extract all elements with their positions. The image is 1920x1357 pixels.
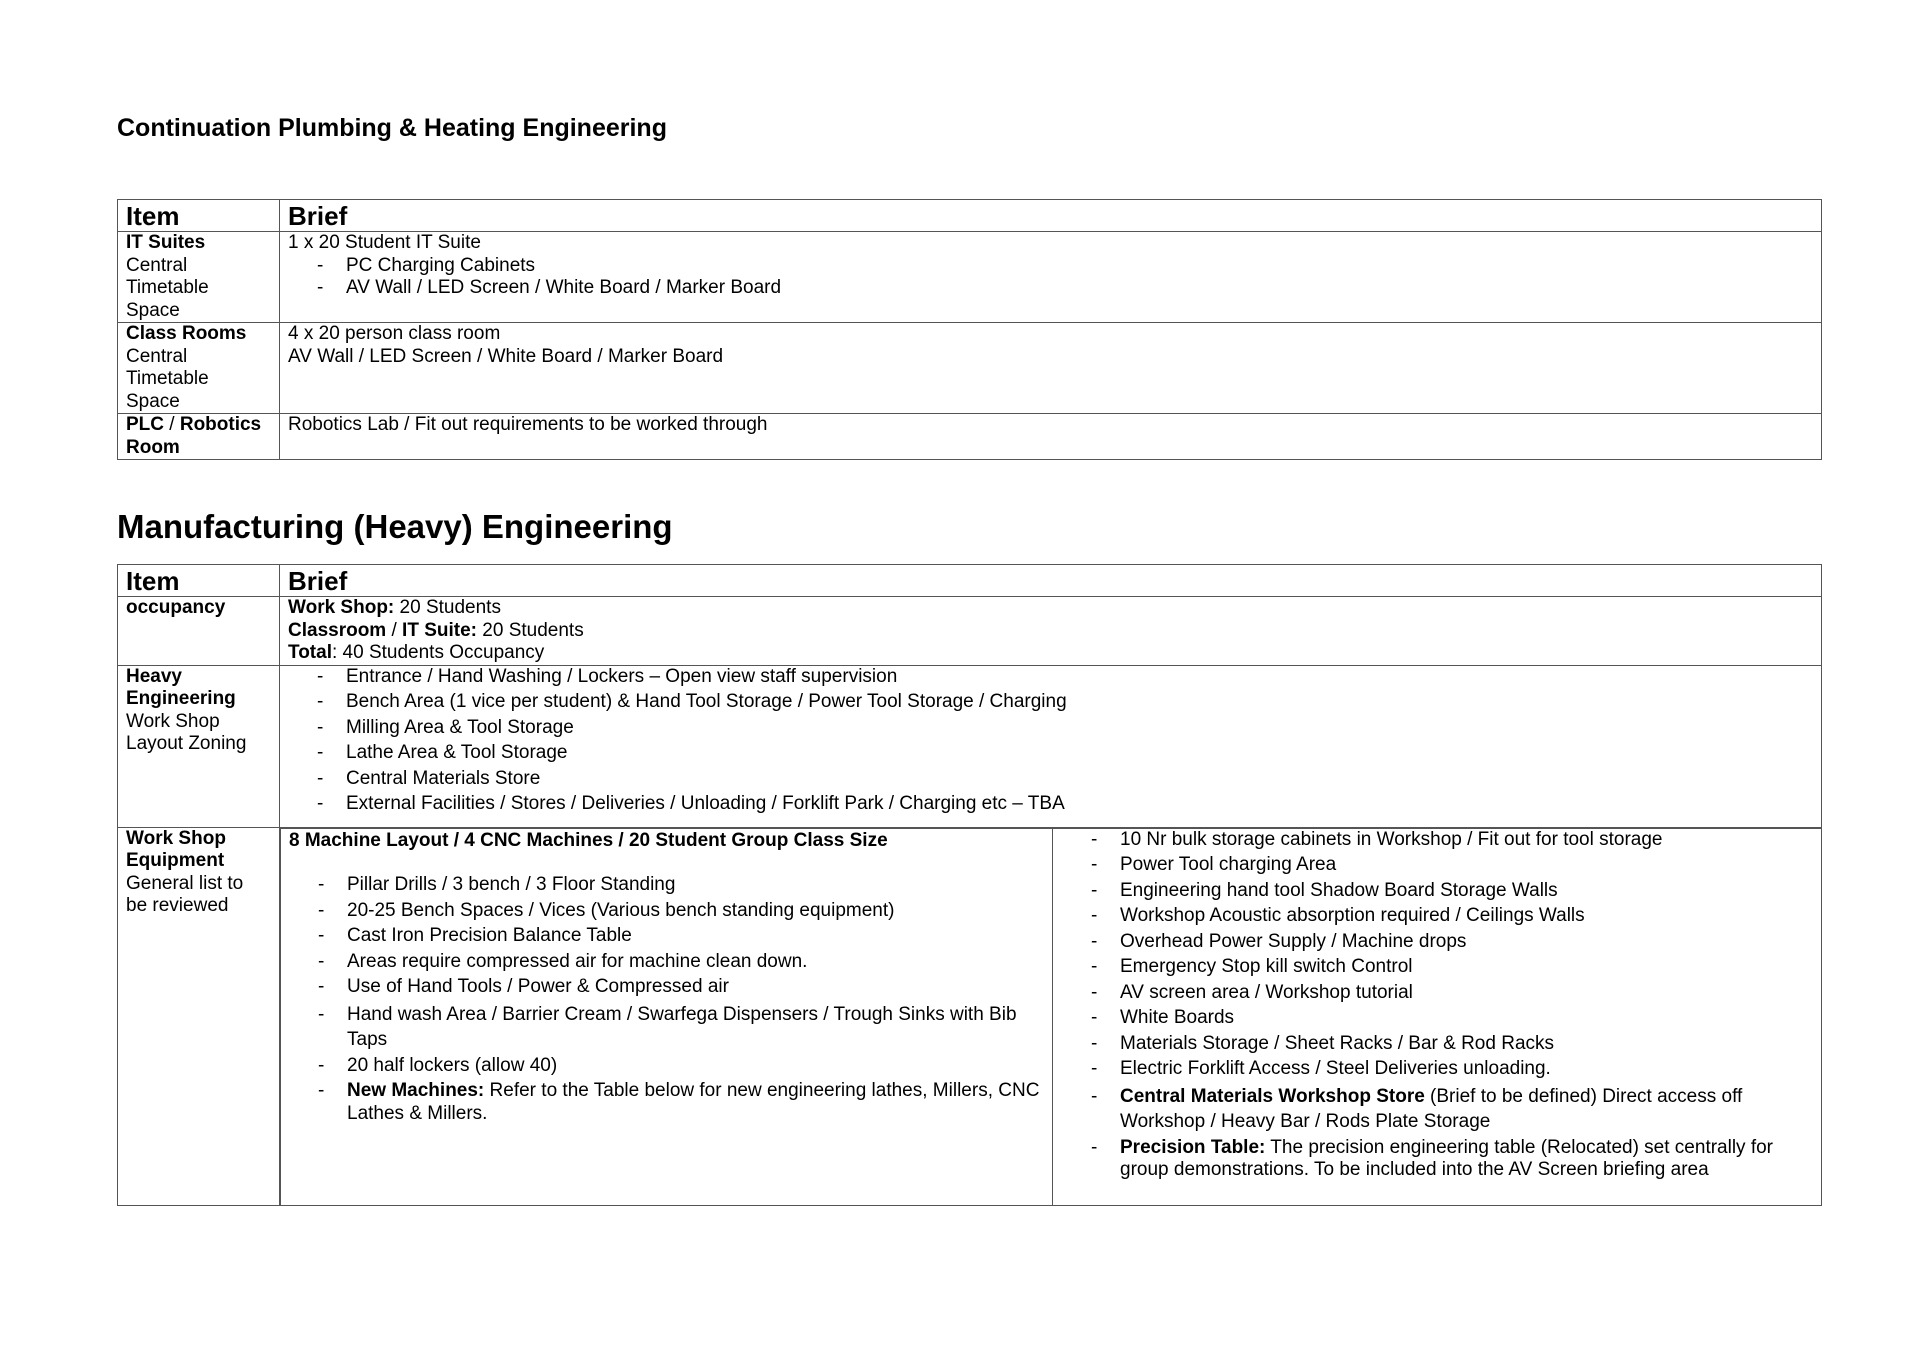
classroom-value: 20 Students bbox=[477, 619, 584, 641]
list-item bbox=[289, 1080, 1044, 1125]
brief-line bbox=[288, 642, 1813, 665]
list-item: - AV Wall / LED Screen / White Board / Marker Board bbox=[288, 277, 1813, 300]
item-title: Work Shop bbox=[126, 827, 226, 849]
equipment-right-column bbox=[1053, 829, 1821, 1205]
bullet-list bbox=[1053, 829, 1813, 1182]
item-subtitle: Central bbox=[126, 254, 188, 276]
brief-cell bbox=[280, 665, 1822, 827]
brief-line bbox=[288, 597, 1813, 620]
item-subtitle: Central bbox=[126, 345, 188, 367]
list-item: - Emergency Stop kill switch Control bbox=[1053, 956, 1813, 979]
new-machines-label: New Machines: bbox=[347, 1080, 485, 1101]
it-suite-label: IT Suite: bbox=[402, 619, 477, 641]
table-row bbox=[118, 323, 1822, 414]
item-cell bbox=[118, 232, 280, 323]
item-title: Class Rooms bbox=[126, 323, 247, 344]
list-item: - Lathe Area & Tool Storage bbox=[288, 742, 1813, 765]
brief-cell bbox=[280, 414, 1822, 460]
item-cell bbox=[118, 827, 280, 1206]
list-item: - Use of Hand Tools / Power & Compressed air bbox=[289, 976, 1044, 999]
table-row bbox=[118, 597, 1822, 666]
list-item: - Hand wash Area / Barrier Cream / Swarfega Dispensers / Trough Sinks with Bib Taps bbox=[289, 1002, 1044, 1052]
section-title-plumbing: Continuation Plumbing & Heating Engineering bbox=[117, 114, 667, 142]
manufacturing-brief-table bbox=[117, 564, 1822, 1206]
brief-line: 4 x 20 person class room bbox=[288, 323, 501, 344]
list-item: - 20-25 Bench Spaces / Vices (Various bench standing equipment) bbox=[289, 900, 1044, 923]
item-separator: / bbox=[164, 414, 180, 435]
brief-line bbox=[288, 620, 1813, 643]
precision-table-text: The precision engineering table (Relocated) set centrally for group demonstrations. To be included into the AV Screen briefing area bbox=[1120, 1136, 1774, 1180]
list-item: - Workshop Acoustic absorption required / Ceilings Walls bbox=[1053, 905, 1813, 928]
item-subtitle: Timetable bbox=[126, 368, 209, 389]
list-item: - Pillar Drills / 3 bench / 3 Floor Standing bbox=[289, 874, 1044, 897]
list-item: - External Facilities / Stores / Deliveries / Unloading / Forklift Park / Charging etc – TBA bbox=[288, 793, 1813, 816]
item-title: PLC bbox=[126, 414, 164, 435]
classroom-label: Classroom bbox=[288, 619, 387, 641]
bullet-list bbox=[289, 874, 1044, 1125]
brief-line: Robotics Lab / Fit out requirements to be worked through bbox=[288, 414, 768, 435]
list-item: - Engineering hand tool Shadow Board Storage Walls bbox=[1053, 880, 1813, 903]
list-item: - Electric Forklift Access / Steel Deliveries unloading. bbox=[1053, 1058, 1813, 1081]
header-brief: Brief bbox=[280, 200, 1822, 232]
table-row bbox=[118, 665, 1822, 827]
header-item: Item bbox=[118, 200, 280, 232]
item-title: Heavy bbox=[126, 665, 182, 687]
classroom-separator: / bbox=[386, 619, 403, 641]
item-subtitle: Layout Zoning bbox=[126, 733, 247, 754]
item-subtitle: Space bbox=[126, 299, 180, 321]
item-subtitle: Work Shop bbox=[126, 710, 220, 732]
item-title: Equipment bbox=[126, 850, 225, 871]
item-title: Room bbox=[126, 436, 180, 458]
item-title: Robotics bbox=[179, 414, 262, 435]
list-item: - Central Materials Store bbox=[288, 768, 1813, 791]
item-title: IT Suites bbox=[126, 232, 206, 253]
header-brief: Brief bbox=[280, 565, 1822, 597]
workshop-value: 20 Students bbox=[394, 597, 501, 618]
list-item: - Overhead Power Supply / Machine drops bbox=[1053, 931, 1813, 954]
equipment-left-column bbox=[281, 829, 1053, 1205]
table-row bbox=[118, 414, 1822, 460]
list-item: - Entrance / Hand Washing / Lockers – Open view staff supervision bbox=[288, 666, 1813, 689]
list-item: - Bench Area (1 vice per student) & Hand Tool Storage / Power Tool Storage / Charging bbox=[288, 691, 1813, 714]
item-cell bbox=[118, 665, 280, 827]
list-item: - Materials Storage / Sheet Racks / Bar & Rod Racks bbox=[1053, 1033, 1813, 1056]
list-item: - 10 Nr bulk storage cabinets in Workshop / Fit out for tool storage bbox=[1053, 829, 1813, 852]
list-item: - Areas require compressed air for machine clean down. bbox=[289, 951, 1044, 974]
brief-line: 1 x 20 Student IT Suite bbox=[288, 232, 481, 253]
list-item: - Cast Iron Precision Balance Table bbox=[289, 925, 1044, 948]
item-title: Engineering bbox=[126, 688, 236, 709]
total-label: Total bbox=[288, 642, 332, 663]
workshop-label: Work Shop: bbox=[288, 597, 395, 618]
table-row bbox=[118, 232, 1822, 323]
item-cell: occupancy bbox=[118, 597, 280, 666]
list-item bbox=[1053, 1137, 1813, 1182]
header-item: Item bbox=[118, 565, 280, 597]
precision-table-label: Precision Table: bbox=[1120, 1136, 1266, 1158]
item-subtitle: General list to bbox=[126, 872, 244, 894]
list-item: - Power Tool charging Area bbox=[1053, 854, 1813, 877]
section-title-manufacturing: Manufacturing (Heavy) Engineering bbox=[117, 508, 673, 545]
table-header-row bbox=[118, 565, 1822, 597]
list-item: - Milling Area & Tool Storage bbox=[288, 717, 1813, 740]
brief-cell bbox=[280, 597, 1822, 666]
equipment-heading: 8 Machine Layout / 4 CNC Machines / 20 Student Group Class Size bbox=[289, 829, 888, 851]
item-cell bbox=[118, 414, 280, 460]
equipment-brief-cell bbox=[280, 828, 1822, 1206]
list-item: - 20 half lockers (allow 40) bbox=[289, 1055, 1044, 1078]
list-item: - PC Charging Cabinets bbox=[288, 255, 1813, 278]
list-item: - White Boards bbox=[1053, 1007, 1813, 1030]
list-item: - AV screen area / Workshop tutorial bbox=[1053, 982, 1813, 1005]
store-text: (Brief to be defined) Direct access off Workshop / Heavy Bar / Rods Plate Storage bbox=[1120, 1085, 1743, 1132]
new-machines-text: Refer to the Table below for new engineering lathes, Millers, CNC Lathes & Millers. bbox=[347, 1080, 1040, 1124]
item-subtitle: Space bbox=[126, 390, 180, 412]
plumbing-brief-table bbox=[117, 199, 1822, 460]
item-subtitle: be reviewed bbox=[126, 895, 229, 916]
brief-cell bbox=[280, 232, 1822, 323]
bullet-list bbox=[288, 666, 1813, 816]
item-subtitle: Timetable bbox=[126, 277, 209, 298]
total-value: : 40 Students Occupancy bbox=[331, 642, 545, 663]
item-cell bbox=[118, 323, 280, 414]
brief-line: AV Wall / LED Screen / White Board / Marker Board bbox=[288, 345, 724, 367]
table-header-row bbox=[118, 200, 1822, 232]
store-label: Central Materials Workshop Store bbox=[1120, 1085, 1425, 1107]
list-item bbox=[1053, 1084, 1813, 1134]
brief-cell bbox=[280, 323, 1822, 414]
bullet-list bbox=[288, 255, 1813, 300]
table-row bbox=[118, 827, 1822, 1206]
